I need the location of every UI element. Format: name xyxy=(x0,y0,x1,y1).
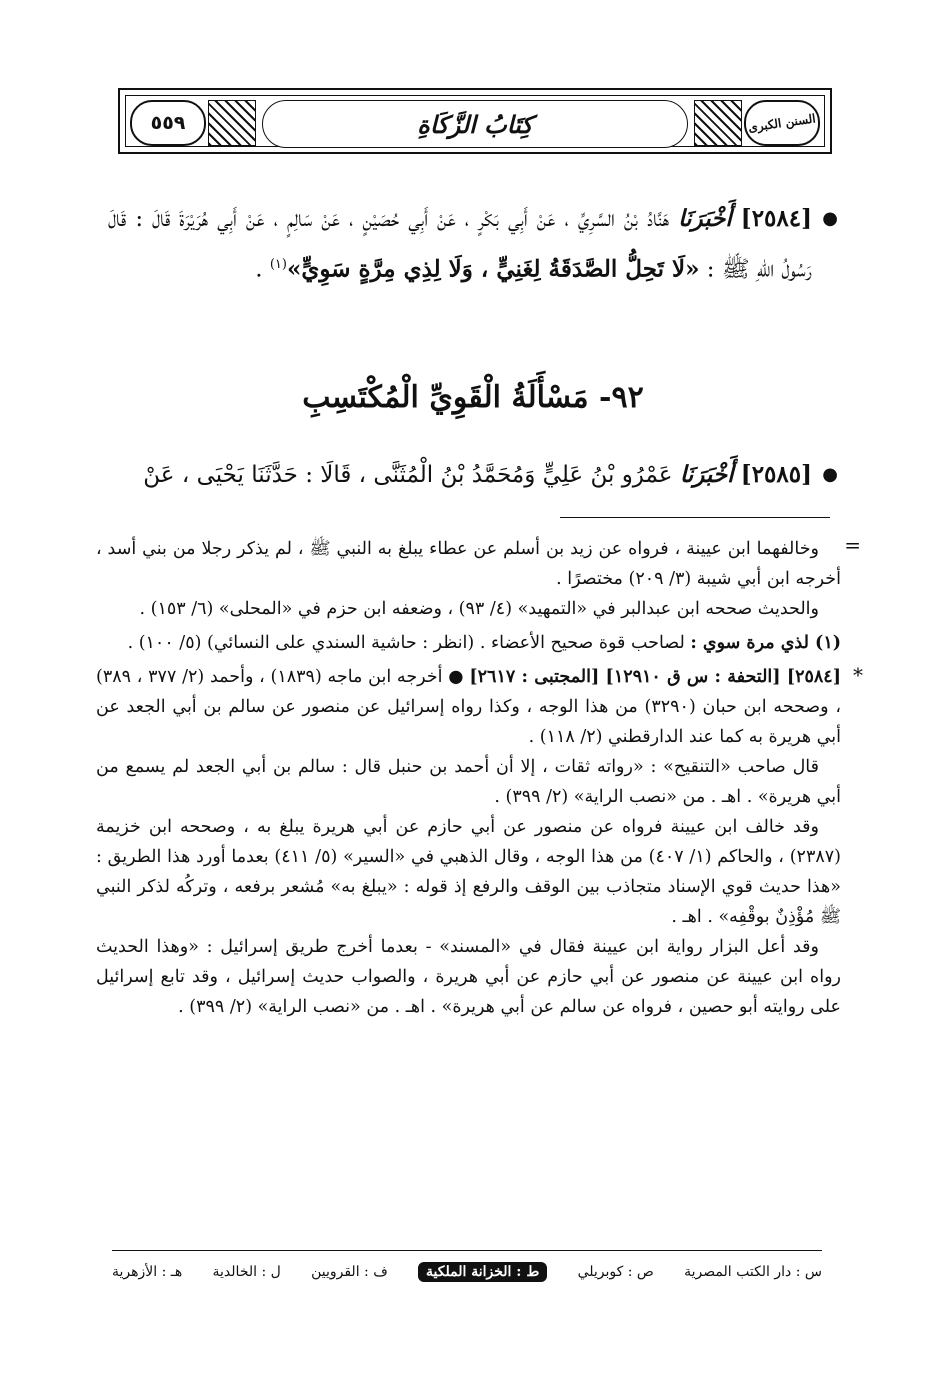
note-paragraph: وقد أعل البزار رواية ابن عيينة فقال في «المسند» - بعدما أخرج طريق إسرائيل : «وهذا الحديث رواه ابن عيينة عن منصور عن أبي حازم عن أبي هريرة ، والصواب حديث إسرائيل ، وقد تابع إسرائيل على روايته أبو حصين ، فرواه عن سالم عن أبي هريرة» . اهـ . من «نصب الراية» (٢/ ٣٩٩) . xyxy=(96,937,841,1017)
star-mark: * xyxy=(853,663,863,687)
page-number: ٥٥٩ xyxy=(150,112,186,134)
entry-end: . xyxy=(255,256,270,283)
akhbarana-word: أَخْبَرَنَا xyxy=(679,461,734,488)
legend-item: ل : الخالدية xyxy=(212,1264,281,1280)
takhrij-reference: [٢٥٨٤] [التحفة : س ق ١٢٩١٠] [المجتبى : ٢٦١٧] xyxy=(469,667,841,687)
continuation-mark: = xyxy=(844,533,861,557)
legend-item: ف : القرويين xyxy=(311,1264,388,1280)
note-paragraph: وقد خالف ابن عيينة فرواه عن منصور عن أبي حازم عن أبي هريرة يبلغ به ، وصححه ابن خزيمة (٢٣٨٧) ، والحاكم (١/ ٤٠٧) من هذا الوجه ، وقال الذهبي في «السير» (٥/ ٤١١) بعدما أورد هذا الطريق : «هذا حديث قوي الإسناد متجاذب بين الوقف والرفع إذ قوله : «يبلغ به» مُشعر برفعه ، وتركُه لذكر النبي ﷺ مُؤْذِنٌ بوقْفِه» . اهـ . xyxy=(96,817,841,927)
manuscript-legend xyxy=(112,1258,822,1286)
entry-number: [٢٥٨٤] xyxy=(740,205,812,232)
legend-item: ص : كوبريلي xyxy=(577,1264,654,1280)
hadith-text: «لَا تَحِلُّ الصَّدَقَةُ لِغَنِيٍّ ، وَلَا لِذِي مِرَّةٍ سَوِيٍّ» xyxy=(286,255,700,283)
footnotes xyxy=(96,533,863,1026)
footnote-separator xyxy=(560,517,830,518)
hadith-2585 xyxy=(108,452,838,498)
header-frame xyxy=(125,95,825,147)
bullet-icon: ● xyxy=(822,208,838,229)
isnad-chain: هَنَّادُ بْنُ السَّرِيِّ ، عَنْ أَبِي بَكْرٍ ، عَنْ أَبِي حُصَيْنٍ ، عَنْ سَالِمٍ ، عَنْ أَبِي هُرَيْرَةَ قَالَ : قَالَ رَسُولُ اللهِ ﷺ : xyxy=(108,206,812,283)
note-paragraph: ● أخرجه ابن ماجه (١٨٣٩) ، وأحمد (٢/ ٣٧٧ ، ٣٨٩) ، وصححه ابن حبان (٣٢٩٠) من هذا الوجه ، وكذا رواه إسرائيل عن منصور عن سالم بن أبي الجعد عن أبي هريرة به كما عند الدارقطني (٢/ ١١٨) . xyxy=(96,667,841,747)
footnote-label: (١) لذي مرة سوي : xyxy=(690,633,841,653)
continuation-note xyxy=(96,533,861,624)
chapter-title: كِتَابُ الزَّكَاةِ xyxy=(417,109,533,139)
akhbarana-word: أَخْبَرَنَا xyxy=(678,205,732,232)
legend-item: هـ : الأزهرية xyxy=(112,1264,183,1280)
note-paragraph: والحديث صححه ابن عبدالبر في «التمهيد» (٤/ ٩٣) ، وضعفه ابن حزم في «المحلى» (٦/ ١٥٣) . xyxy=(139,599,819,619)
note-paragraph: وخالفهما ابن عيينة ، فرواه عن زيد بن أسلم عن عطاء يبلغ به النبي ﷺ ، لم يذكر رجلا من بني أسد ، أخرجه ابن أبي شيبة (٣/ ٢٠٩) مختصرًا . xyxy=(96,539,841,589)
bullet-icon: ● xyxy=(822,464,838,485)
ornament-panel-left xyxy=(208,100,256,146)
ornament-panel-right xyxy=(694,100,742,146)
note-paragraph: قال صاحب «التنقيح» : «رواته ثقات ، إلا أن أحمد بن حنبل قال : سالم بن أبي الجعد لم يسمع من أبي هريرة» . اهـ . من «نصب الراية» (٢/ ٣٩٩) . xyxy=(96,757,841,807)
hadith-2584 xyxy=(108,196,838,293)
footnote-marker[interactable]: (١) xyxy=(269,257,287,272)
section-heading: ٩٢- مَسْأَلَةُ الْقَوِيِّ الْمُكْتَسِبِ xyxy=(302,380,644,415)
legend-separator xyxy=(112,1250,822,1251)
page-header xyxy=(118,88,832,154)
legend-item-highlighted: ط : الخزانة الملكية xyxy=(418,1262,547,1282)
footnote-1 xyxy=(96,628,841,658)
emblem-badge xyxy=(744,100,820,146)
legend-item: س : دار الكتب المصرية xyxy=(684,1264,822,1280)
emblem-logo: السنن الكبرى xyxy=(747,111,817,135)
footnote-text: لصاحب قوة صحيح الأعضاء . (انظر : حاشية السندي على النسائي) (٥/ ١٠٠) . xyxy=(127,633,691,653)
hadith-entry xyxy=(108,452,838,498)
page-number-badge xyxy=(130,100,206,146)
entry-number: [٢٥٨٥] xyxy=(740,461,812,488)
takhrij-note xyxy=(96,662,863,1022)
chapter-title-box xyxy=(262,100,688,148)
isnad-chain: عَمْرُو بْنُ عَلِيٍّ وَمُحَمَّدُ بْنُ الْمُثَنَّى ، قَالَا : حَدَّثَنَا يَحْيَى ، عَنْ xyxy=(143,462,680,488)
hadith-entry xyxy=(108,196,838,293)
